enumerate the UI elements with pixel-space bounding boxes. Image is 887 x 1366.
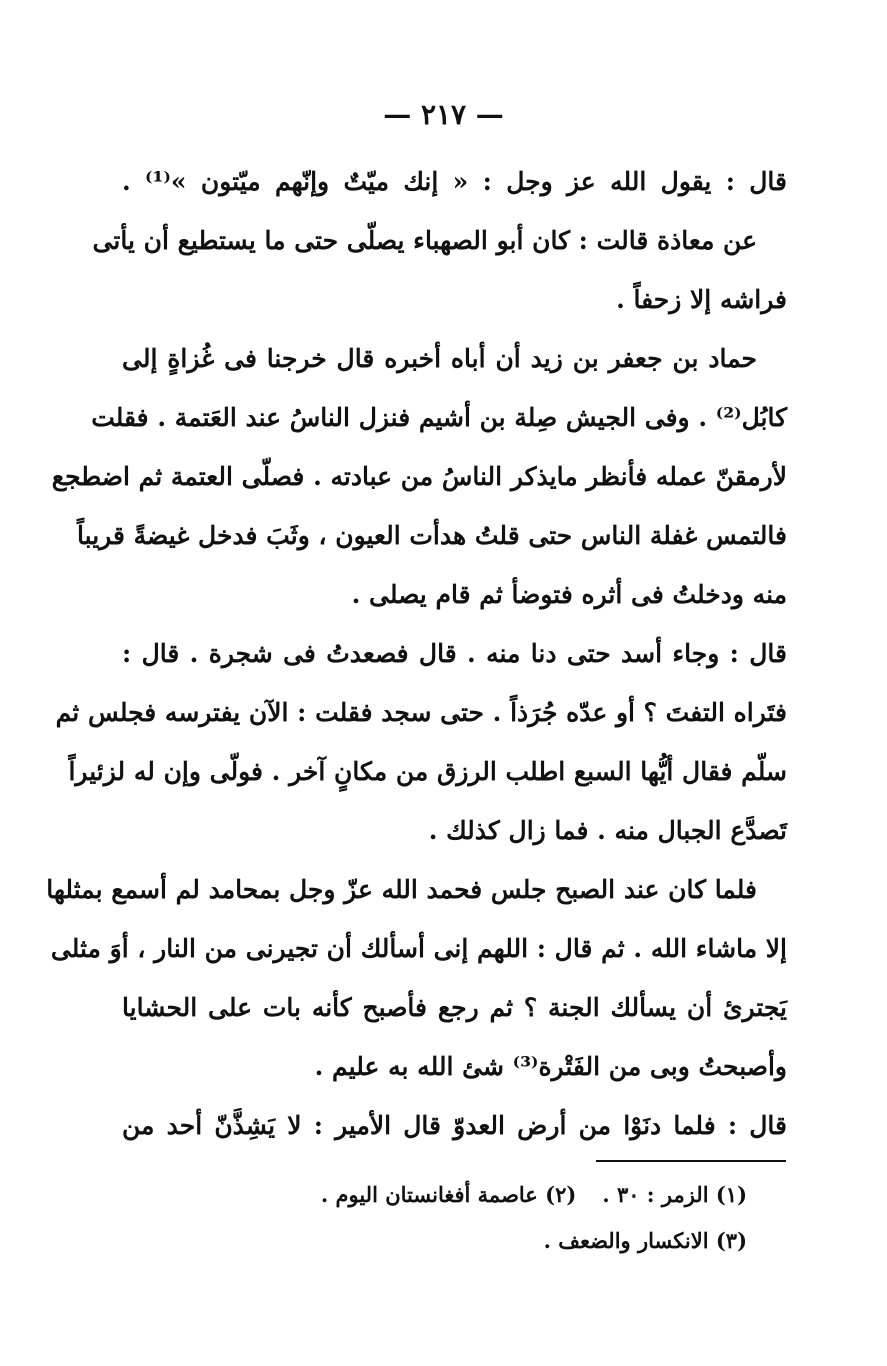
footnote-divider: [596, 1160, 786, 1162]
text-line: قال : يقول الله عز وجل : « إنك ميّتٌ وإنّهم ميّتون »⁽¹⁾ .: [122, 167, 788, 196]
body-text: [46, 152, 788, 1155]
text-line: كابُل⁽²⁾ . وفى الجيش صِلة بن أشيم فنزل الناسُ عند العَتمة . فقلت: [91, 403, 787, 432]
text-line: وأصبحتُ وبى من الفَتْرة⁽³⁾ شئ الله به عليم .: [314, 1052, 787, 1081]
text-line: تَصدَّع الجبال منه . فما زال كذلك .: [428, 816, 787, 845]
text-line: فراشه إلا زحفاً .: [616, 285, 787, 314]
footnote-row: [280, 1172, 747, 1218]
text-line: فالتمس غفلة الناس حتى قلتُ هدأت العيون ، وثَبَ فدخل غيضةً قريباً: [77, 521, 787, 550]
text-line: منه ودخلتُ فى أثره فتوضأ ثم قام يصلى .: [351, 580, 787, 609]
text-line: يَجترئ أن يسألك الجنة ؟ ثم رجع فأصبح كأنه بات على الحشايا: [122, 993, 787, 1022]
text-line: قال : فلما دنَوْا من أرض العدوّ قال الأمير : لا يَشِذَّنّ أحد من: [122, 1111, 787, 1140]
text-line: إلا ماشاء الله . ثم قال : اللهم إنى أسألك أن تجيرنى من النار ، أوَ مثلى: [50, 934, 787, 963]
text-line: عن معاذة قالت : كان أبو الصهباء يصلّى حتى ما يستطيع أن يأتى: [92, 226, 757, 255]
text-line: لأرمقنّ عمله فأنظر مايذكر الناسُ من عبادته . فصلّى العتمة ثم اضطجع: [51, 462, 787, 491]
text-line: فتَراه التفتَ ؟ أو عدّه جُرَذاً . حتى سجد فقلت : الآن يفترسه فجلس ثم: [55, 698, 787, 727]
text-line: فلما كان عند الصبح جلس فحمد الله عزّ وجل بمحامد لم أسمع بمثلها: [46, 875, 757, 904]
text-line: قال : وجاء أسد حتى دنا منه . قال فصعدتُ فى شجرة . قال :: [122, 639, 787, 668]
page-number: — ٢١٧ —: [383, 98, 504, 131]
footnote-2: (٢) عاصمة أفغانستان اليوم .: [320, 1182, 577, 1207]
footnote-1: (١) الزمر : ٣٠ .: [602, 1182, 747, 1207]
text-line: سلّم فقال أيُّها السبع اطلب الرزق من مكانٍ آخر . فولّى وإن له لزئيراً: [68, 757, 787, 786]
footnote-row: [280, 1218, 747, 1264]
footnote-3: (٣) الانكسار والضعف .: [543, 1228, 747, 1253]
text-line: حماد بن جعفر بن زيد أن أباه أخبره قال خرجنا فى غُزاةٍ إلى: [122, 344, 757, 373]
footnotes: [280, 1172, 747, 1264]
